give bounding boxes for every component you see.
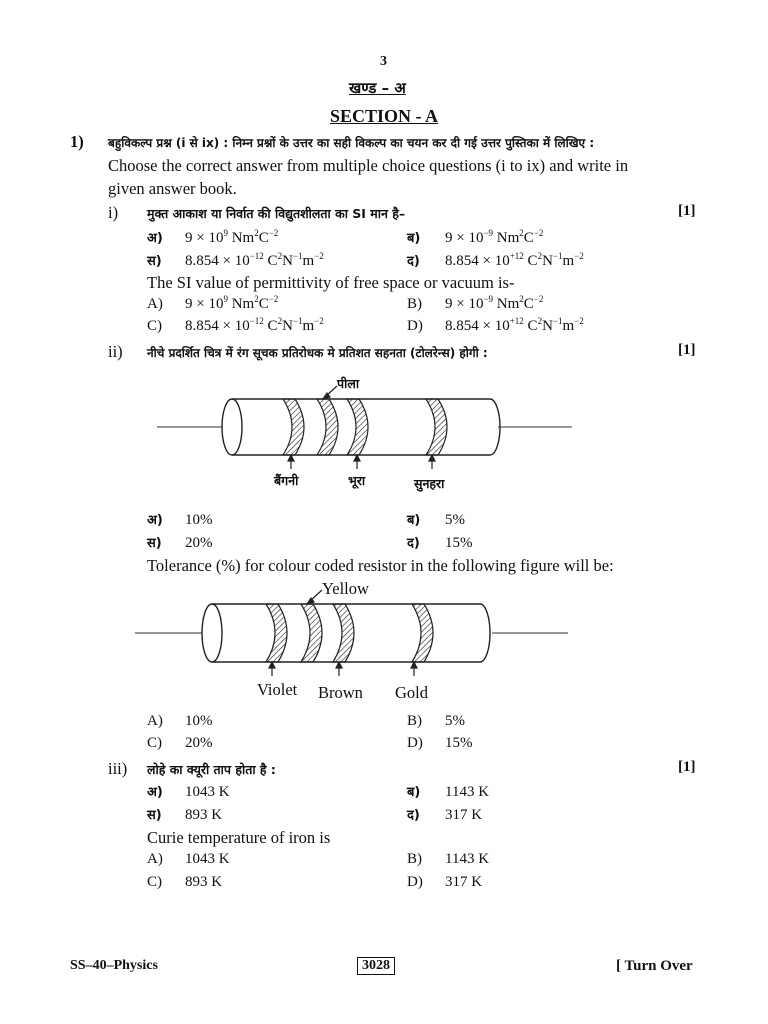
qi-option-hindi-c: स) $8.854 \times 10^{-12}$ $C^2N^{-1}m^{-2}$ <box>147 251 324 269</box>
band-label-top-hindi: पीला <box>337 376 360 391</box>
question-1-instruction-english-1: Choose the correct answer from multiple choice questions (i to ix) and write in <box>108 156 629 175</box>
question-ii-text-english: Tolerance (%) for colour coded resistor in the following figure will be: <box>147 556 614 575</box>
band-label-second-english: Brown <box>318 683 363 702</box>
option-label: D) <box>407 318 423 334</box>
option-value: 1143 K <box>445 851 490 867</box>
qi-option-hindi-a: अ) $9 \times 10^9$ $Nm^2C^{-2}$ <box>147 228 279 246</box>
option-label: A) <box>147 713 163 729</box>
qii-option-english-a <box>147 713 213 730</box>
option-label: B) <box>407 851 422 867</box>
qi-option-english-d: D) $8.854 \times 10^{+12}$ $C^2N^{-1}m^{-2}$ <box>407 316 584 334</box>
option-value: 15% <box>445 535 473 551</box>
question-ii-number: ii) <box>108 342 123 361</box>
option-label: स) <box>147 254 162 269</box>
qiii-option-hindi-a <box>147 782 230 801</box>
qii-option-hindi-b <box>407 510 465 529</box>
option-value: 5% <box>445 713 465 729</box>
option-value: 10% <box>185 512 213 528</box>
option-label: स) <box>147 536 162 551</box>
band-label-top-english: Yellow <box>322 579 369 598</box>
qi-option-hindi-b: ब) $9 \times 10^{-9}$ $Nm^2C^{-2}$ <box>407 228 544 246</box>
option-value: 20% <box>185 735 213 751</box>
option-label: ब) <box>407 231 421 246</box>
band-label-fourth-hindi: सुनहरा <box>414 476 445 491</box>
qiii-option-english-c <box>147 874 222 891</box>
question-1-instruction-hindi: बहुविकल्प प्रश्न (i से ix) : निम्न प्रश्नों के उत्तर का सही विकल्प का चयन कर दी गई उत्तर पुस्तिका में लिखिए : <box>108 136 595 150</box>
option-value: 15% <box>445 735 473 751</box>
question-1-number: 1) <box>70 132 84 151</box>
band-label-first-english: Violet <box>257 680 298 699</box>
qiii-option-hindi-d <box>407 805 482 824</box>
qiii-option-english-a <box>147 851 230 868</box>
option-label: C) <box>147 874 162 890</box>
option-value: 1143 K <box>445 784 490 800</box>
footer-paper-code: SS–40–Physics <box>70 958 158 973</box>
option-label: C) <box>147 318 162 334</box>
option-value: 893 K <box>185 874 223 890</box>
option-value: 317 K <box>445 874 483 890</box>
qiii-option-hindi-c <box>147 805 222 824</box>
option-value: 20% <box>185 535 213 551</box>
question-i-number: i) <box>108 203 119 222</box>
band-label-fourth-english: Gold <box>395 683 428 702</box>
option-label: D) <box>407 874 423 890</box>
color-bands <box>283 399 447 455</box>
option-label: ब) <box>407 785 421 800</box>
page-number: 3 <box>380 54 387 69</box>
option-label: ब) <box>407 513 421 528</box>
option-value: 1043 K <box>185 851 230 867</box>
qii-option-english-b <box>407 713 465 730</box>
option-label: B) <box>407 713 422 729</box>
option-label: द) <box>407 254 420 269</box>
question-iii-number: iii) <box>108 759 128 778</box>
option-label: D) <box>407 735 423 751</box>
question-iii-marks: [1] <box>678 759 696 775</box>
qii-option-hindi-c <box>147 533 213 552</box>
footer-page-code: 3028 <box>357 957 395 975</box>
option-label: B) <box>407 296 422 312</box>
question-i-marks: [1] <box>678 203 696 219</box>
qiii-option-english-b <box>407 851 489 868</box>
option-value: 317 K <box>445 807 483 823</box>
section-title-hindi: खण्ड – अ <box>349 79 406 97</box>
qii-option-hindi-a <box>147 510 213 529</box>
question-ii-text-hindi: नीचे प्रदर्शित चित्र में रंग सूचक प्रतिरोधक मे प्रतिशत सहनता (टोलरेन्स) होगी : <box>147 346 488 360</box>
question-i-text-english: The SI value of permittivity of free space or vacuum is- <box>147 273 515 292</box>
resistor-figure-english <box>0 578 768 702</box>
qiii-option-hindi-b <box>407 782 489 801</box>
qii-option-hindi-d <box>407 533 473 552</box>
qi-option-hindi-d: द) $8.854 \times 10^{+12}$ $C^2N^{-1}m^{-2}$ <box>407 251 584 269</box>
qii-option-english-d <box>407 735 473 752</box>
option-label: अ) <box>147 513 163 528</box>
band-label-second-hindi: भूरा <box>348 473 366 488</box>
option-label: स) <box>147 808 162 823</box>
resistor-figure-hindi <box>0 372 768 496</box>
option-label: C) <box>147 735 162 751</box>
option-label: अ) <box>147 785 163 800</box>
qi-option-english-c: C) $8.854 \times 10^{-12}$ $C^2N^{-1}m^{-2}$ <box>147 316 324 334</box>
question-ii-marks: [1] <box>678 342 696 358</box>
option-value: 10% <box>185 713 213 729</box>
option-label: A) <box>147 296 163 312</box>
option-label: द) <box>407 808 420 823</box>
option-value: 1043 K <box>185 784 230 800</box>
option-label: द) <box>407 536 420 551</box>
question-iii-text-hindi: लोहे का क्यूरी ताप होता है : <box>147 762 276 777</box>
question-i-text-hindi: मुक्त आकाश या निर्वात की विद्युतशीलता का SI मान है– <box>147 206 406 221</box>
qii-option-english-c <box>147 735 213 752</box>
footer-turn-over: [ Turn Over <box>616 958 693 974</box>
question-iii-text-english: Curie temperature of iron is <box>147 828 331 847</box>
option-value: 893 K <box>185 807 223 823</box>
section-title-english: SECTION - A <box>330 106 439 126</box>
color-bands <box>266 604 433 662</box>
option-value: 5% <box>445 512 465 528</box>
qi-option-english-b: B) $9 \times 10^{-9}$ $Nm^2C^{-2}$ <box>407 294 544 312</box>
option-label: A) <box>147 851 163 867</box>
qi-option-english-a: A) $9 \times 10^9$ $Nm^2C^{-2}$ <box>147 294 279 312</box>
option-label: अ) <box>147 231 163 246</box>
band-label-first-hindi: बैंगनी <box>274 473 299 488</box>
question-1-instruction-english-2: given answer book. <box>108 179 237 198</box>
qiii-option-english-d <box>407 874 482 891</box>
